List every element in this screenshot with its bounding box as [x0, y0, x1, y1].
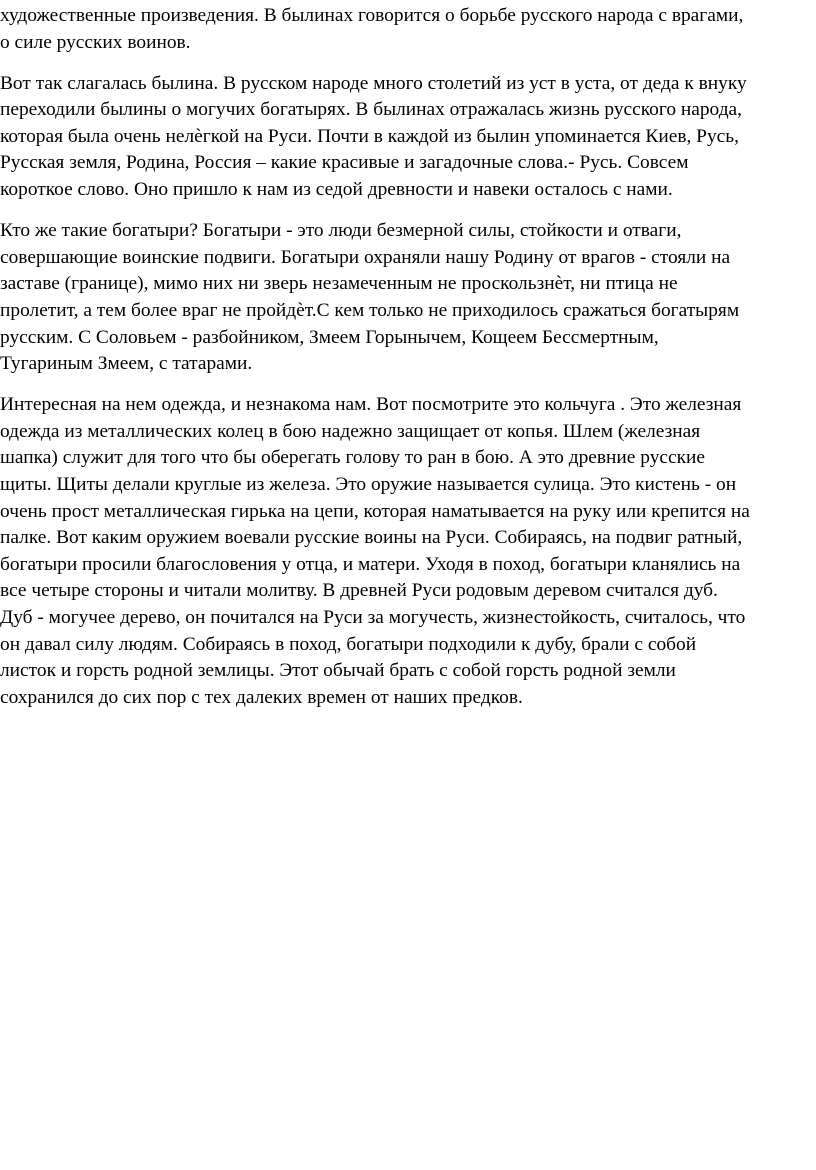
paragraph-bylina-origin: Вот так слагалась былина. В русском народе много столетий из уст в уста, от деда к внуку переходили былины о могучих богатырях. В былинах отражалась жизнь русского народа, которая была очень нелѐгкой на Руси. Почти в каждой из былин упоминается Киев, Русь, Русская земля, Родина, Россия – какие красивые и загадочные слова.- Русь. Совсем короткое слово. Оно пришло к нам из седой древности и навеки осталось с нами. [0, 72, 747, 201]
paragraph-armor-and-customs: Интересная на нем одежда, и незнакома нам. Вот посмотрите это кольчуга . Это железная одежда из металлических колец в бою надежно защищает от копья. Шлем (железная шапка) служит для того что бы оберегать голову то ран в бою. А это древние русские щиты. Щиты делали круглые из железа. Это оружие называется сулица. Это кистень - он очень прост металлическая гирька на цепи, которая наматывается на руку или крепится на палке. Вот каким оружием воевали русские воины на Руси. Собираясь, на подвиг ратный, богатыри просили благословения у отца, и матери. Уходя в поход, богатыри кланялись на все четыре стороны и читали молитву. В древней Руси родовым деревом считался дуб. Дуб - могучее дерево, он почитался на Руси за могучесть, жизнестойкость, считалось, что он давал силу людям. Собираясь в поход, богатыри подходили к дубу, брали с собой листок и горсть родной землицы. Этот обычай брать с собой горсть родной земли сохранился до сих пор с тех далеких времен от наших предков. [0, 394, 750, 708]
paragraph-who-are-bogatyrs: Кто же такие богатыри? Богатыри - это люди безмерной силы, стойкости и отваги, совершающие воинские подвиги. Богатыри охраняли нашу Родину от врагов - стояли на заставе (границе), мимо них ни зверь незамеченным не проскользнѐт, ни птица не пролетит, а тем более враг не пройдѐт.С кем только не приходилось сражаться богатырям русским. С Соловьем - разбойником, Змеем Горынычем, Кощеем Бессмертным, Тугариным Змеем, с татарами. [0, 220, 740, 375]
paragraph-intro-ending: художественные произведения. В былинах говорится о борьбе русского народа с врагами, о силе русских воинов. [0, 5, 744, 53]
